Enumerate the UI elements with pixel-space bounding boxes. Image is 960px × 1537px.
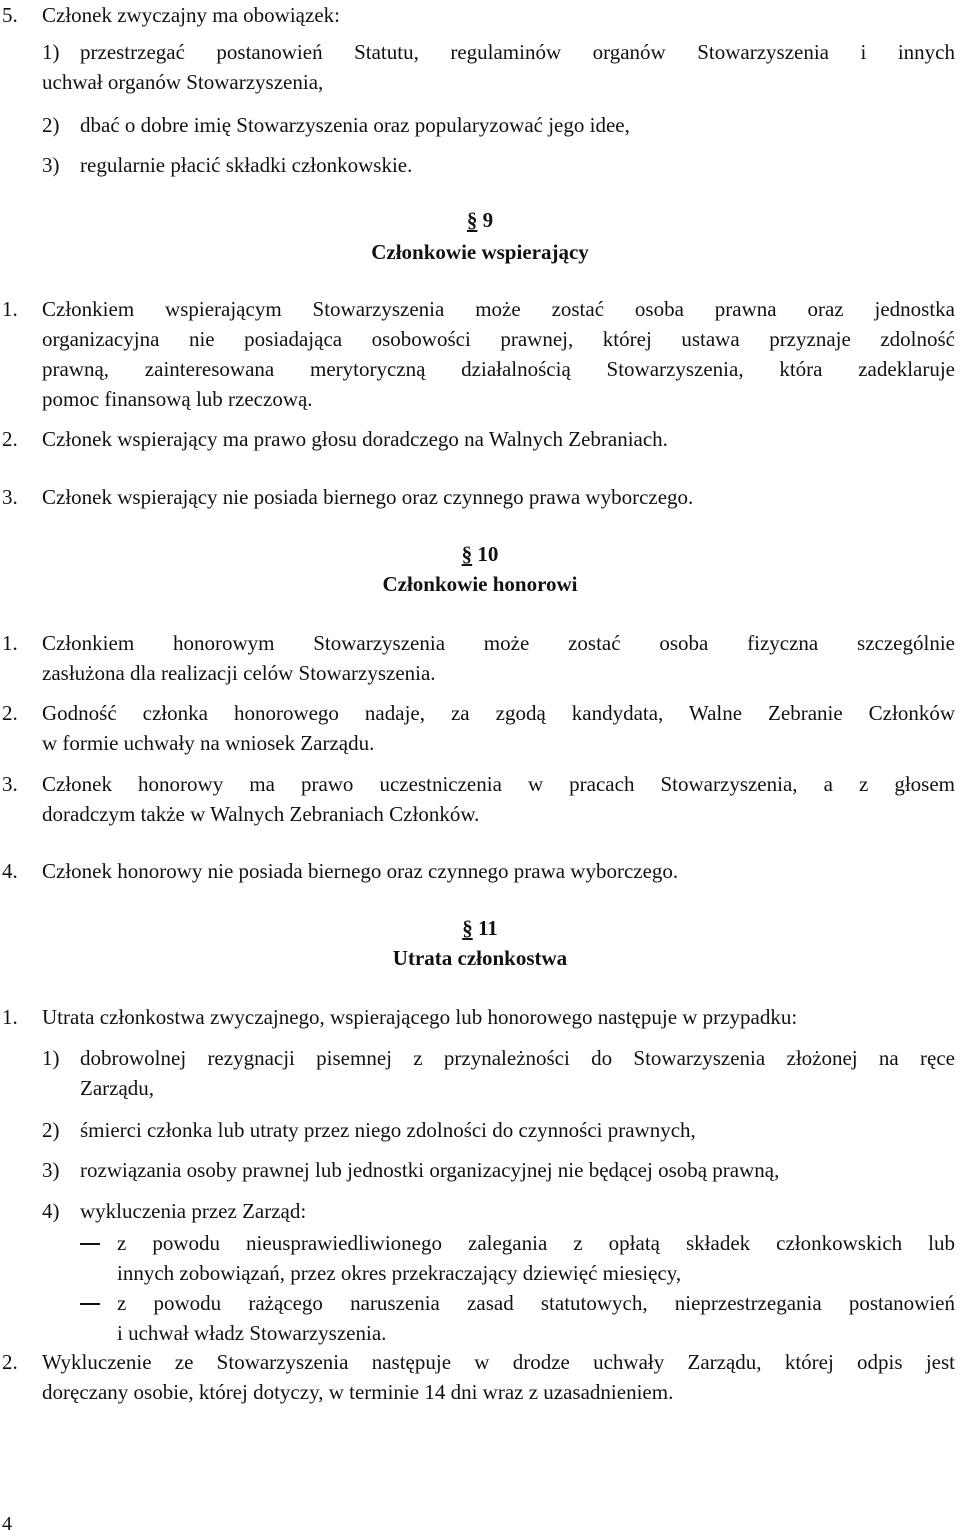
point-number: 3. (2, 485, 18, 509)
list-item-number: 2) (42, 1118, 60, 1142)
point-text: Członek wspierający nie posiada biernego oraz czynnego prawa wyborczego. (42, 485, 694, 509)
paragraph-sign: § (461, 542, 473, 566)
list-item-text: dbać o dobre imię Stowarzyszenia oraz popularyzować jego idee, (80, 113, 630, 137)
point-number: 4. (2, 859, 18, 883)
sub-item-text: innych zobowiązań, przez okres przekraczający dziewięć miesięcy, (117, 1261, 682, 1285)
point-text: Członkiem wspierającym Stowarzyszenia może zostać osoba prawna oraz jednostka (42, 297, 955, 321)
list-item-text: uchwał organów Stowarzyszenia, (42, 70, 324, 94)
point-text: doradczym także w Walnych Zebraniach Członków. (42, 802, 480, 826)
list-item-number: 3) (42, 1158, 60, 1182)
paragraph-title: Członkowie wspierający (371, 240, 589, 264)
paragraph-heading (0, 913, 960, 943)
point-text: pomoc finansową lub rzeczową. (42, 387, 313, 411)
list-item-number: 1) (42, 1046, 60, 1070)
point-text: prawną, zainteresowana merytoryczną działalnością Stowarzyszenia, która zadeklaruje (42, 357, 955, 381)
point-text: Utrata członkostwa zwyczajnego, wspierającego lub honorowego następuje w przypadku: (42, 1005, 798, 1029)
dash-bullet (80, 1243, 100, 1245)
point-number: 1. (2, 297, 18, 321)
paragraph-heading (0, 205, 960, 235)
point-text: Członek honorowy nie posiada biernego oraz czynnego prawa wyborczego. (42, 859, 679, 883)
point-text: Godność członka honorowego nadaje, za zgodą kandydata, Walne Zebranie Członków (42, 701, 955, 725)
point-number: 1. (2, 1005, 18, 1029)
point-text: organizacyjna nie posiadająca osobowości prawnej, której ustawa przyznaje zdolność (42, 327, 955, 351)
list-item-text: wykluczenia przez Zarząd: (80, 1199, 307, 1223)
point-text: Członek honorowy ma prawo uczestniczenia w pracach Stowarzyszenia, a z głosem (42, 772, 955, 796)
point-text: zasłużona dla realizacji celów Stowarzyszenia. (42, 661, 436, 685)
section-number: 5. (2, 3, 18, 27)
list-item-text: dobrowolnej rezygnacji pisemnej z przynależności do Stowarzyszenia złożonej na ręce (80, 1046, 955, 1070)
paragraph-number: 9 (482, 208, 494, 232)
paragraph-sign: § (462, 916, 473, 940)
point-text: Członkiem honorowym Stowarzyszenia może zostać osoba fizyczna szczególnie (42, 631, 955, 655)
point-text: doręczany osobie, której dotyczy, w terminie 14 dni wraz z uzasadnieniem. (42, 1380, 674, 1404)
point-number: 2. (2, 427, 18, 451)
paragraph-number: 11 (477, 916, 498, 940)
paragraph-heading (0, 539, 960, 569)
sub-item-text: i uchwał władz Stowarzyszenia. (117, 1321, 387, 1345)
point-number: 2. (2, 1350, 18, 1374)
paragraph-number: 10 (477, 542, 499, 566)
paragraph-sign: § (466, 208, 478, 232)
point-text: w formie uchwały na wniosek Zarządu. (42, 731, 375, 755)
list-item-text: regularnie płacić składki członkowskie. (80, 153, 413, 177)
sub-item-text: z powodu rażącego naruszenia zasad statutowych, nieprzestrzegania postanowień (117, 1291, 955, 1315)
list-item-text: przestrzegać postanowień Statutu, regulaminów organów Stowarzyszenia i innych (80, 40, 955, 64)
point-number: 1. (2, 631, 18, 655)
point-text: Członek wspierający ma prawo głosu doradczego na Walnych Zebraniach. (42, 427, 668, 451)
point-text: Wykluczenie ze Stowarzyszenia następuje w drodze uchwały Zarządu, której odpis jest (42, 1350, 955, 1374)
list-item-number: 4) (42, 1199, 60, 1223)
section-intro: Członek zwyczajny ma obowiązek: (42, 3, 340, 27)
point-number: 2. (2, 701, 18, 725)
point-number: 3. (2, 772, 18, 796)
paragraph-title: Utrata członkostwa (392, 946, 568, 970)
paragraph-title: Członkowie honorowi (382, 572, 578, 596)
list-item-text: Zarządu, (80, 1076, 155, 1100)
sub-item-text: z powodu nieusprawiedliwionego zalegania z opłatą składek członkowskich lub (117, 1231, 955, 1255)
list-item-number: 1) (42, 40, 60, 64)
dash-bullet (80, 1303, 100, 1305)
list-item-number: 3) (42, 153, 60, 177)
list-item-text: śmierci członka lub utraty przez niego zdolności do czynności prawnych, (80, 1118, 696, 1142)
page-number: 4 (2, 1513, 12, 1535)
list-item-number: 2) (42, 113, 60, 137)
list-item-text: rozwiązania osoby prawnej lub jednostki organizacyjnej nie będącej osobą prawną, (80, 1158, 780, 1182)
